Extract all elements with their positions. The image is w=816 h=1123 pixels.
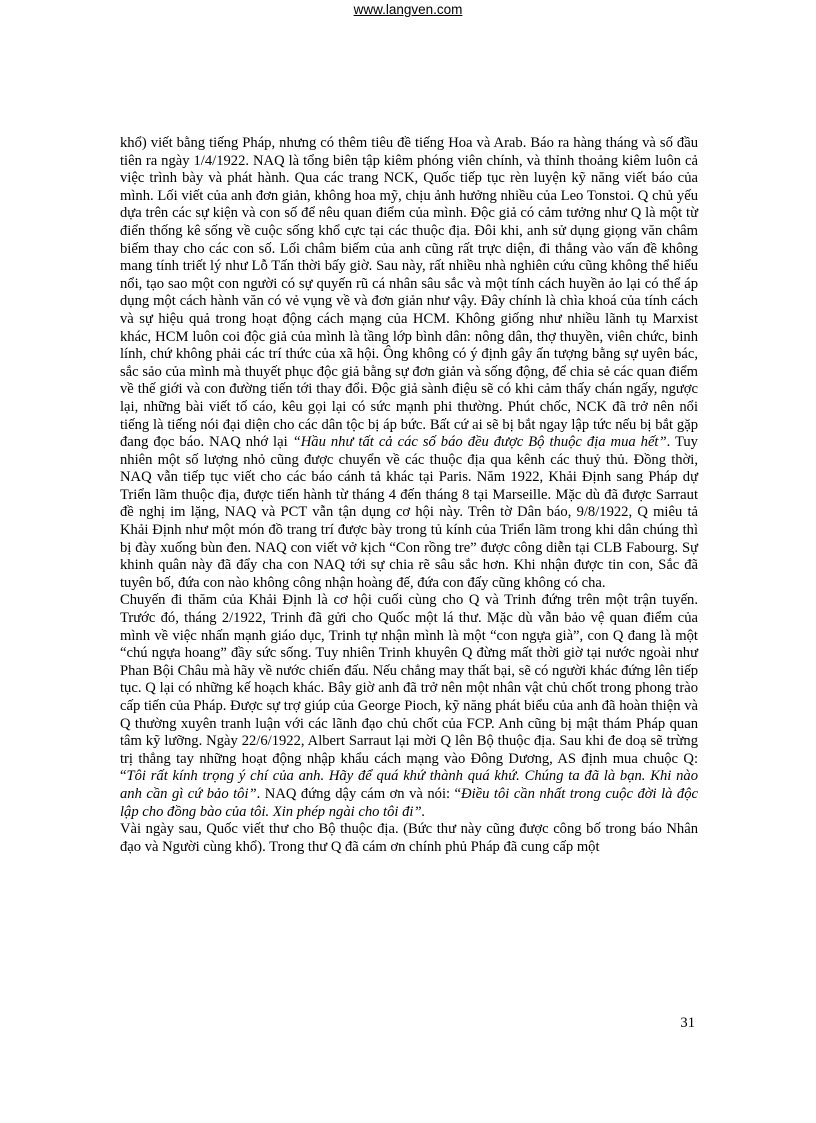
- text-run: Vài ngày sau, Quốc viết thư cho Bộ thuộc địa. (Bức thư này cũng được công bố trong báo Nhân đạo và Người cùng khổ). Trong thư Q đã cám ơn chính phủ Pháp đã cung cấp một: [120, 821, 698, 855]
- page-number: 31: [680, 1015, 695, 1031]
- site-url-link[interactable]: www.langven.com: [353, 2, 463, 17]
- text-run: khổ) viết bằng tiếng Pháp, nhưng có thêm tiêu đề tiếng Hoa và Arab. Báo ra hàng tháng và số đầu tiên ra ngày 1/4/1922. NAQ là tổng biên tập kiêm phóng viên chính, và thỉnh thoảng kiêm luôn cả việc trình bày và phát hành. Qua các trang NCK, Quốc tiếp tục rèn luyện kỹ năng viết báo của mình. Lối viết của anh đơn giản, không hoa mỹ, chịu ảnh hưởng nhiều của Leo Tonstoi. Q chủ yếu dựa trên các sự kiện và con số để nêu quan điểm của mình. Độc giả có cảm tưởng như Q là một từ điển thống kê sống về cuộc sống khổ cực tại các thuộc địa. Đôi khi, anh sử dụng giọng văn châm biếm thay cho các con số. Lối châm biếm của anh cũng rất trực diện, đi thẳng vào vấn đề không mang tính triết lý như Lỗ Tấn thời bấy giờ. Sau này, rất nhiều nhà nghiên cứu cũng không thể hiểu nổi, tạo sao một con người có sự quyến rũ cá nhân sâu sắc và một tính cách huyền ảo lại có thể áp dụng một cách hành văn có vẻ vụng về và đơn giản như vậy. Đây chính là chìa khoá của tính cách và sự hiệu quả trong hoạt động cách mạng của HCM. Không giống như nhiều lãnh tụ Marxist khác, HCM luôn coi độc giả của mình là tầng lớp bình dân: nông dân, thợ thuyền, viên chức, binh lính, chứ không phải các trí thức của xã hội. Ông không có ý định gây ấn tượng bằng sự uyên bác, sắc sảo của mình mà thuyết phục độc giả bằng sự đơn giản và sống động, để chia sẻ các quan điểm về thế giới và con đường tiến tới thay đổi. Độc giả sành điệu sẽ có khi cảm thấy chán ngấy, ngược lại, những bài viết tố cáo, kêu gọi lại có sức mạnh phi thường. Phút chốc, NCK đã trở nên nổi tiếng là tiếng nói đại diện cho các dân tộc bị áp bức. Bất cứ ai sẽ bị bắt ngay lập tức nếu bị bắt gặp đang đọc báo. NAQ nhớ lại: [120, 135, 698, 451]
- italic-quote: Điều tôi cần nhất trong cuộc đời là độc lập cho đồng bào của tôi. Xin phép ngài cho tôi đi”.: [120, 785, 698, 820]
- italic-quote: “Hầu như tất cả các số báo đều được Bộ thuộc địa mua hết”: [292, 434, 667, 451]
- text-run: . Tuy nhiên một số lượng nhỏ cũng được chuyển về các thuộc địa qua kênh các thuỷ thủ. Đồng thời, NAQ vẫn tiếp tục viết cho các báo cánh tả khác tại Paris. Năm 1922, Khải Định sang Pháp dự Triển lãm thuộc địa, được tiến hành từ tháng 4 đến tháng 8 tại Marseille. Mặc dù đã được Sarraut đề nghị im lặng, NAQ và PCT vẫn tận dụng cơ hội này. Trên tờ Dân báo, 9/8/1922, Q miêu tả Khải Định như một món đồ trang trí được bày trong tủ kính của Triển lãm trong khi dân chúng thì bị đày xuống bùn đen. NAQ con viết vở kịch “Con rồng tre” được công diễn tại CLB Fabourg. Sự khinh quân này đã đẩy cha con NAQ tới sự chia rẽ sâu sắc hơn. Khi nhận được tin con, Sắc đã tuyên bố, đứa con nào không công nhận hoàng đế, đứa con đấy cũng không có cha.: [120, 434, 698, 591]
- text-run: Chuyến đi thăm của Khải Định là cơ hội cuối cùng cho Q và Trinh đứng trên một trận tuyến. Trước đó, tháng 2/1922, Trinh đã gửi cho Quốc một lá thư. Mặc dù vẫn bảo vệ quan điểm của mình về việc nhấn mạnh giáo dục, Trinh tự nhận mình là một “con ngựa già”, con Q đang là một “chú ngựa hoang” đầy sức sống. Tuy nhiên Trinh khuyên Q đừng mất thời giờ tại nước ngoài như Phan Bội Châu mà hãy về nước chiến đấu. Nếu chẳng may thất bại, sẽ có người khác đứng lên tiếp tục. Q lại có những kế hoạch khác. Bây giờ anh đã trở nên một nhân vật chủ chốt trong phong trào cấp tiến của Pháp. Được sự trợ giúp của George Pioch, kỹ năng phát biểu của anh đã hoàn thiện và Q thường xuyên tranh luận với các lãnh đạo chủ chốt của FCP. Anh cũng bị mật thám Pháp quan tâm kỹ lưỡng. Ngày 22/6/1922, Albert Sarraut lại mời Q lên Bộ thuộc địa. Sau khi đe doạ sẽ trừng trị thẳng tay những hoạt động nhập khẩu cách mạng vào Đông Dương, AS định mua chuộc Q: “: [120, 592, 698, 785]
- italic-quote: Tôi rất kính trọng ý chí của anh. Hãy để quá khứ thành quá khứ. Chúng ta đã là bạn. Khi nào anh cần gì cứ bảo tôi”: [120, 768, 698, 802]
- body-text: [120, 135, 698, 856]
- paragraph: [120, 592, 698, 821]
- paragraph: [120, 135, 698, 592]
- text-run: . NAQ đứng dậy cám ơn và nói: “: [256, 785, 462, 802]
- paragraph: [120, 821, 698, 856]
